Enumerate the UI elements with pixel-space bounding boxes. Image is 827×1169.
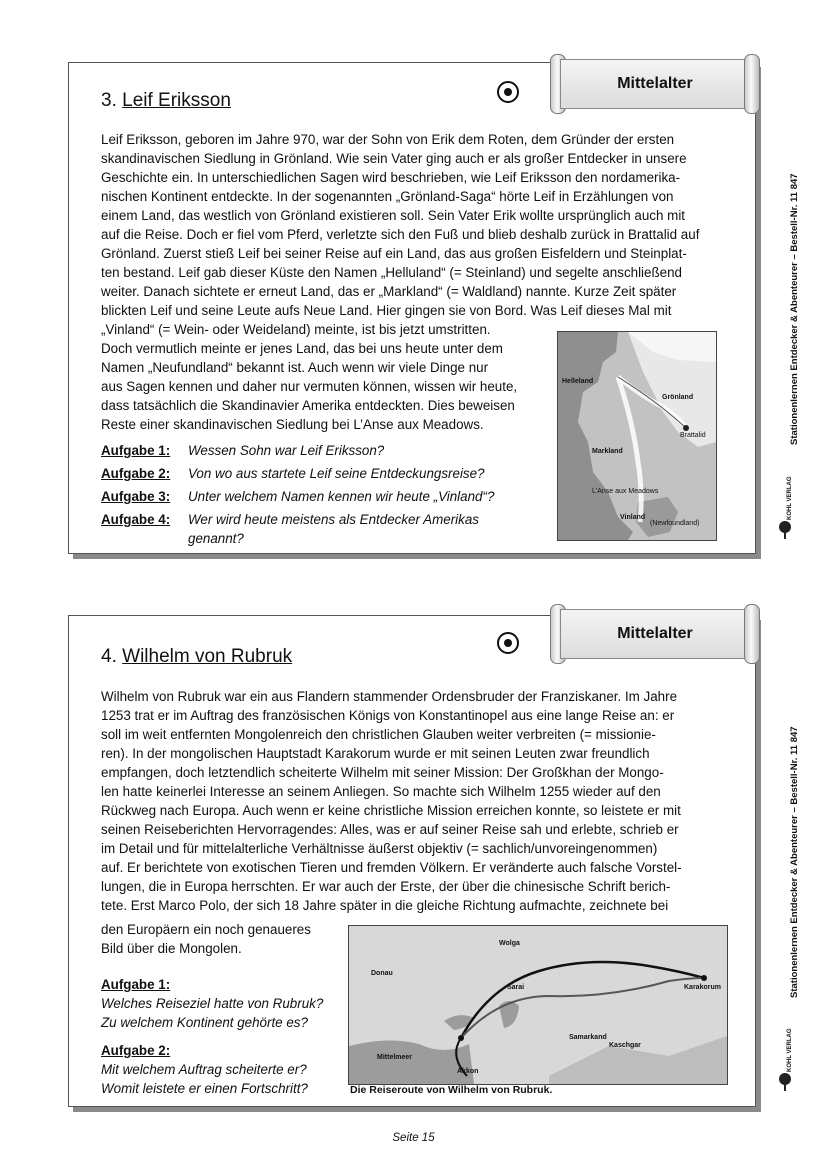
text-line: den Europäern ein noch genaueres — [101, 922, 311, 937]
task-question: Womit leistete er einen Fortschritt? — [101, 1081, 308, 1096]
map-caption: Die Reiseroute von Wilhelm von Rubruk. — [350, 1084, 553, 1096]
task-label: Aufgabe 1: — [101, 977, 171, 992]
text-line: empfangen, doch letztendlich scheiterte Wilhelm mit seiner Mission: Der Großkhan der Mongo- — [101, 765, 664, 780]
task-question: Von wo aus startete Leif seine Entdeckungsreise? — [188, 466, 485, 481]
body-text — [101, 130, 726, 320]
map-label: Grönland — [662, 394, 694, 401]
text-line: skandinavischen Siedlung in Grönland. Wie sein Vater ging auch er als großer Entdecker in unsere — [101, 151, 687, 166]
text-line: tete. Erst Marco Polo, der sich 18 Jahre später in die gleiche Richtung aufmachte, zeichnete bei — [101, 898, 669, 913]
map-label: Kaschgar — [609, 1042, 641, 1049]
text-line: ten bestand. Leif gab dieser Küste den Namen „Helluland“ (= Steinland) und segelte anschließend — [101, 265, 683, 280]
text-line: ren). In der mongolischen Hauptstadt Karakorum wurde er mit seinen Leuten zwar freundlich — [101, 746, 650, 761]
map-north-atlantic — [557, 331, 717, 541]
badge-label: Mittelalter — [560, 59, 750, 109]
text-line: „Vinland“ (= Wein- oder Weideland) meinte, ist bis jetzt umstritten. — [101, 322, 491, 337]
map-label: Markland — [592, 448, 623, 455]
task-question: Welches Reiseziel hatte von Rubruk? — [101, 996, 324, 1011]
text-line: Bild über die Mongolen. — [101, 941, 242, 956]
map-label: (Newfoundland) — [650, 520, 700, 527]
publisher-logo: KOHL VERLAG — [787, 1028, 793, 1072]
map-label: Donau — [371, 970, 393, 977]
text-line: Reste einer skandinavischen Siedlung bei L’Anse aux Meadows. — [101, 417, 484, 432]
task-1 — [101, 975, 346, 1032]
tree-logo-icon — [776, 520, 794, 540]
text-line: Grönland. Zuerst stieß Leif bei seiner Reise auf ein Land, das aus großen Eisfeldern und Steinplat- — [101, 246, 687, 261]
map-eurasia-route — [348, 925, 728, 1085]
badge-scroll — [550, 604, 760, 662]
map-label: Brattalid — [680, 432, 706, 439]
section-title — [101, 90, 231, 112]
badge-label: Mittelalter — [560, 609, 750, 659]
body-text-continued — [101, 920, 339, 958]
task-label: Aufgabe 4: — [101, 512, 171, 527]
publisher-logo: KOHL VERLAG — [787, 476, 793, 520]
map-label: Vinland — [620, 514, 646, 521]
task-question: Wessen Sohn war Leif Eriksson? — [188, 443, 385, 458]
task-label: Aufgabe 2: — [101, 1043, 171, 1058]
map-label: Sarai — [507, 984, 525, 991]
section-title — [101, 646, 292, 668]
target-icon — [497, 81, 519, 103]
task-question: Zu welchem Kontinent gehörte es? — [101, 1015, 308, 1030]
text-line: auf. Er berichtete von exotischen Tieren und fremden Völkern. Er veränderte auch falsche Vorstel- — [101, 860, 682, 875]
scroll-roll-right — [744, 54, 760, 114]
task-2 — [101, 1041, 346, 1098]
body-text — [101, 687, 726, 915]
text-line: aus Sagen kennen und daher nur vermuten können, wissen wir heute, — [101, 379, 518, 394]
text-line: Wilhelm von Rubruk war ein aus Flandern stammender Ordensbruder der Franziskaner. Im Jahre — [101, 689, 678, 704]
section-number: 3. — [101, 90, 117, 111]
section-title-text: Leif Eriksson — [122, 90, 231, 111]
text-line: dass tatsächlich die Skandinavier Amerika entdeckten. Dies beweisen — [101, 398, 515, 413]
task-label: Aufgabe 2: — [101, 466, 171, 481]
sidebar-order-text: Stationenlernen Entdecker & Abenteurer – Bestell-Nr. 11 847 — [789, 173, 800, 445]
tree-logo-icon — [776, 1072, 794, 1092]
text-line: soll im weit entfernten Mongolenreich den christlichen Glauben weiter verbreiten (= missionie- — [101, 727, 656, 742]
section-title-text: Wilhelm von Rubruk — [122, 646, 293, 667]
map-label: Mittelmeer — [377, 1054, 413, 1061]
body-text-continued — [101, 320, 543, 434]
sidebar-order-text: Stationenlernen Entdecker & Abenteurer – Bestell-Nr. 11 847 — [789, 726, 800, 998]
text-line: einem Land, das westlich von Grönland existieren soll. Sein Vater Erik wollte ursprünglich auch mit — [101, 208, 686, 223]
section-number: 4. — [101, 646, 117, 667]
text-line: auf die Reise. Doch er fiel vom Pferd, verletzte sich den Fuß und blieb deshalb zurück in Brattalid auf — [101, 227, 700, 242]
map-label: L'Anse aux Meadows — [592, 488, 659, 495]
text-line: Rückweg nach Europa. Auch wenn er keine christliche Mission erreichen konnte, so leistete er mit — [101, 803, 681, 818]
text-line: Doch vermutlich meinte er jenes Land, das bei uns heute unter dem — [101, 341, 503, 356]
task-label: Aufgabe 3: — [101, 489, 171, 504]
map-label: Helleland — [562, 378, 594, 385]
text-line: blickten Leif und seine Leute aufs Neue Land. Hier gingen sie von Bord. Was Leif dieses Mal mit — [101, 303, 672, 318]
target-icon — [497, 632, 519, 654]
text-line: Geschichte ein. In unterschiedlichen Sagen wird beschrieben, wie Leif Eriksson den nordamerika- — [101, 170, 681, 185]
text-line: weiter. Danach sichtete er erneut Land, das er „Markland“ (= Waldland) nannte. Kurze Zeit später — [101, 284, 677, 299]
map-label: Akkon — [457, 1068, 479, 1075]
text-line: lungen, die in Europa herrschten. Er war auch der Erste, der über die chinesische Schrift berich- — [101, 879, 671, 894]
text-line: Namen „Neufundland“ bekannt ist. Auch wenn wir viele Dinge nur — [101, 360, 489, 375]
text-line: len hatte keinerlei Interesse an seinem Anliegen. So machte sich Wilhelm 1255 wieder auf den — [101, 784, 661, 799]
map-label: Samarkand — [569, 1034, 607, 1041]
text-line: seinen Reiseberichten Hervorragendes: Alles, was er auf seiner Reise sah und erlebte, schrieb er — [101, 822, 679, 837]
text-line: nischen Kontinent entdeckte. In der sogenannten „Grönland-Saga“ hörte Leif in Erzählungen von — [101, 189, 674, 204]
task-question: Unter welchem Namen kennen wir heute „Vinland“? — [188, 489, 495, 504]
map-label: Karakorum — [684, 984, 721, 991]
task-question: Wer wird heute meistens als Entdecker Amerikas genannt? — [188, 512, 479, 546]
scroll-roll-right — [744, 604, 760, 664]
badge-scroll — [550, 54, 760, 112]
text-line: im Detail und für mittelalterliche Verhältnisse äußerst objektiv (= sachlich/unvoreingenommen) — [101, 841, 658, 856]
text-line: 1253 trat er im Auftrag des französischen Königs von Konstantinopel aus eine lange Reise an: er — [101, 708, 675, 723]
map-label: Wolga — [499, 940, 520, 947]
text-line: Leif Eriksson, geboren im Jahre 970, war der Sohn von Erik dem Roten, dem Gründer der ersten — [101, 132, 675, 147]
page-number: Seite 15 — [392, 1132, 435, 1144]
task-label: Aufgabe 1: — [101, 443, 171, 458]
task-question: Mit welchem Auftrag scheiterte er? — [101, 1062, 307, 1077]
